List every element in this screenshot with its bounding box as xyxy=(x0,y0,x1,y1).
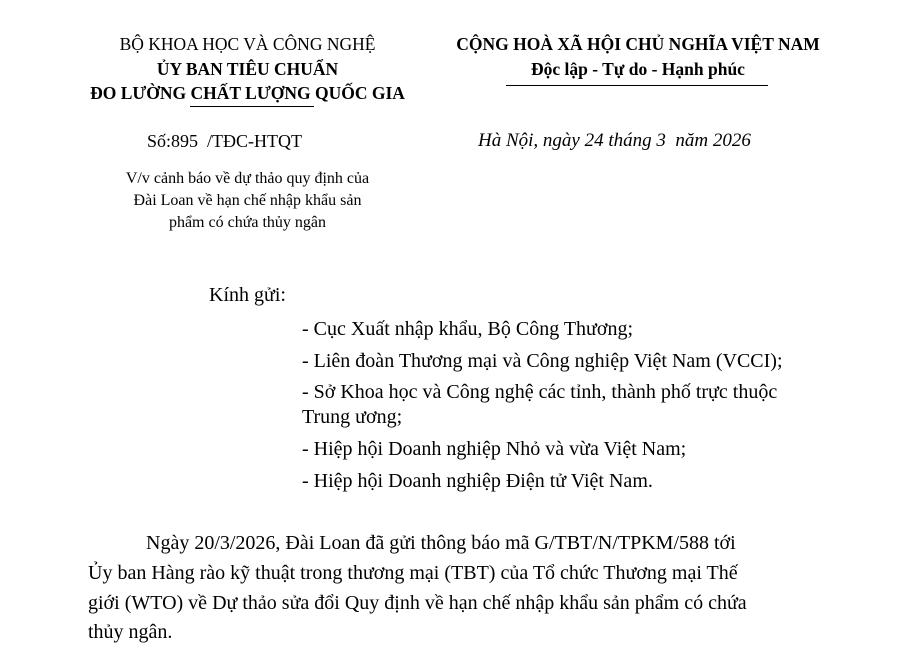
country-name: CỘNG HOÀ XÃ HỘI CHỦ NGHĨA VIỆT NAM xyxy=(456,34,820,54)
recipient-item: - Hiệp hội Doanh nghiệp Điện tử Việt Nam. xyxy=(302,470,653,492)
motto-underline xyxy=(506,85,768,86)
recipient-item: - Cục Xuất nhập khẩu, Bộ Công Thương; xyxy=(302,318,634,340)
date-year: 2026 xyxy=(712,130,751,151)
body-line: thủy ngân. xyxy=(88,621,173,643)
body-line: Ủy ban Hàng rào kỹ thuật trong thương mại (TBT) của Tổ chức Thương mại Thế xyxy=(88,562,738,584)
doc-number-value: 895 xyxy=(171,131,199,151)
doc-number-prefix: Số: xyxy=(147,131,172,151)
recipients-label: Kính gửi: xyxy=(209,284,286,306)
doc-number-suffix: /TĐC-HTQT xyxy=(207,131,302,151)
committee-name-line1: ỦY BAN TIÊU CHUẨN xyxy=(156,59,339,79)
left-header-underline xyxy=(190,106,314,107)
subject-line1: V/v cảnh báo về dự thảo quy định của xyxy=(125,170,370,187)
recipient-item: - Liên đoàn Thương mại và Công nghiệp Việt Nam (VCCI); xyxy=(302,350,783,372)
document-number xyxy=(147,131,302,152)
date-day: 24 xyxy=(584,130,604,151)
date-month-label: tháng xyxy=(608,130,652,151)
subject-line3: phẩm có chứa thủy ngân xyxy=(168,214,327,231)
date-place: Hà Nội, ngày xyxy=(478,130,580,151)
recipient-item: - Hiệp hội Doanh nghiệp Nhỏ và vừa Việt Nam; xyxy=(302,438,687,460)
body-line: giới (WTO) về Dự thảo sửa đổi Quy định về hạn chế nhập khẩu sản phẩm có chứa xyxy=(88,592,747,614)
ministry-name: BỘ KHOA HỌC VÀ CÔNG NGHỆ xyxy=(119,34,376,54)
date-year-label: năm xyxy=(675,130,709,151)
place-date xyxy=(478,130,751,152)
recipient-item: - Sở Khoa học và Công nghệ các tỉnh, thành phố trực thuộc xyxy=(302,381,778,403)
body-line: Ngày 20/3/2026, Đài Loan đã gửi thông báo mã G/TBT/N/TPKM/588 tới xyxy=(146,532,736,554)
date-month: 3 xyxy=(656,130,666,151)
national-motto: Độc lập - Tự do - Hạnh phúc xyxy=(531,59,745,79)
committee-name-line2: ĐO LƯỜNG CHẤT LƯỢNG QUỐC GIA xyxy=(90,83,405,103)
recipient-item-continuation: Trung ương; xyxy=(302,406,403,428)
subject-line2: Đài Loan về hạn chế nhập khẩu sản xyxy=(133,192,362,209)
